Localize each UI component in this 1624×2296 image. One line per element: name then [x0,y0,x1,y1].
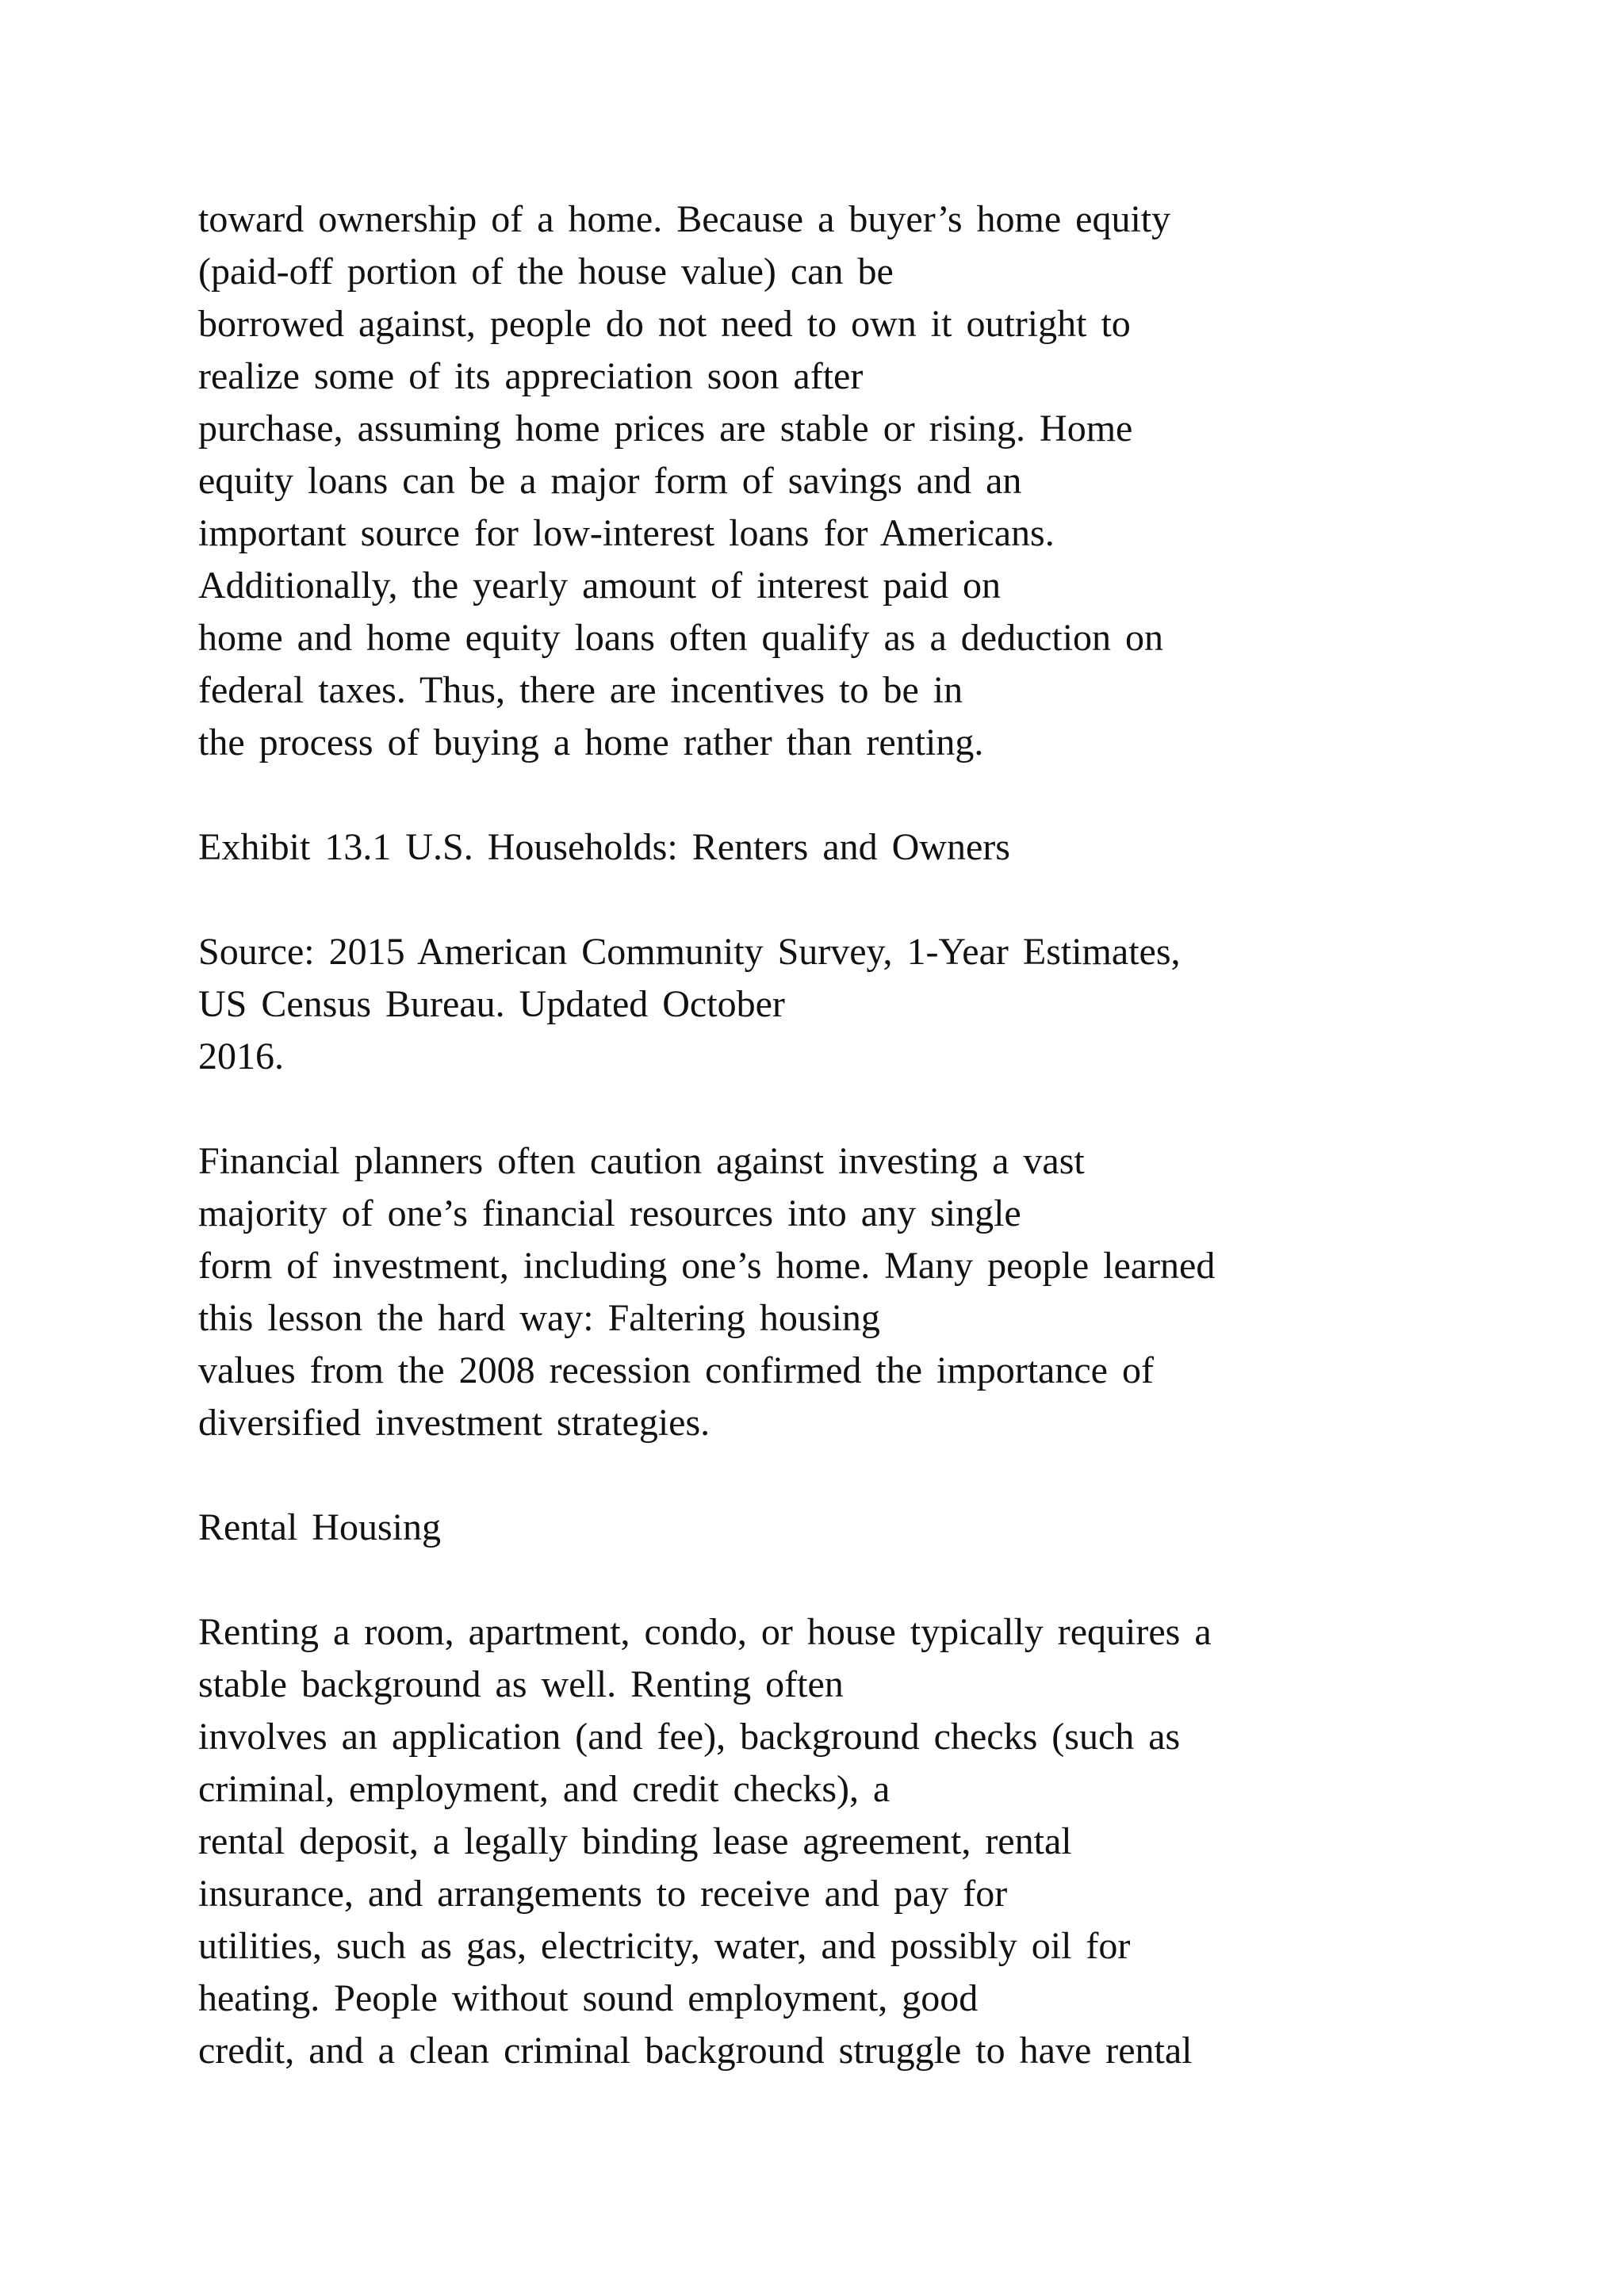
text-line: insurance, and arrangements to receive and pay for [198,1873,1008,1915]
text-line: (paid-off portion of the house value) can be [198,251,894,293]
text-line: involves an application (and fee), background checks (such as [198,1716,1181,1758]
text-line: home and home equity loans often qualify as a deduction on [198,617,1164,659]
text-line: 2016. [198,1035,284,1077]
text-line: Source: 2015 American Community Survey, 1-Year Estimates, [198,931,1181,973]
text-line: Exhibit 13.1 U.S. Households: Renters and Owners [198,826,1010,868]
text-line: toward ownership of a home. Because a buyer’s home equity [198,198,1171,240]
text-line: diversified investment strategies. [198,1402,710,1444]
text-line: purchase, assuming home prices are stable or rising. Home [198,408,1133,450]
text-line: rental deposit, a legally binding lease agreement, rental [198,1820,1072,1862]
paragraph-gap [198,1449,1594,1502]
exhibit-title [198,821,1594,874]
text-line: borrowed against, people do not need to own it outright to [198,303,1131,345]
paragraph-gap [198,769,1594,821]
text-line: US Census Bureau. Updated October [198,983,785,1025]
text-line: stable background as well. Renting often [198,1663,844,1705]
text-line: important source for low-interest loans for Americans. [198,512,1055,554]
text-line: values from the 2008 recession confirmed the importance of [198,1349,1154,1391]
text-line: equity loans can be a major form of savings and an [198,460,1022,502]
document-text [198,193,1594,2077]
exhibit-source [198,926,1594,1083]
paragraph-home-equity [198,193,1594,769]
text-line: the process of buying a home rather than renting. [198,721,984,763]
text-line: Additionally, the yearly amount of interest paid on [198,564,1001,607]
text-line: federal taxes. Thus, there are incentives to be in [198,669,963,711]
text-line: Renting a room, apartment, condo, or house typically requires a [198,1611,1212,1653]
section-heading-rental-housing [198,1502,1594,1554]
text-line: majority of one’s financial resources into any single [198,1192,1021,1234]
text-line: form of investment, including one’s home. Many people learned [198,1245,1216,1287]
paragraph-gap [198,1554,1594,1606]
paragraph-gap [198,874,1594,926]
text-line: credit, and a clean criminal background struggle to have rental [198,2030,1193,2072]
paragraph-financial-planners [198,1135,1594,1449]
text-line: Rental Housing [198,1506,441,1548]
text-line: this lesson the hard way: Faltering housing [198,1297,880,1339]
text-line: realize some of its appreciation soon after [198,355,864,397]
text-line: criminal, employment, and credit checks), a [198,1768,891,1810]
text-line: utilities, such as gas, electricity, water, and possibly oil for [198,1925,1131,1967]
paragraph-gap [198,1083,1594,1135]
paragraph-renting [198,1606,1594,2077]
text-line: heating. People without sound employment, good [198,1977,979,2019]
text-line: Financial planners often caution against investing a vast [198,1140,1085,1182]
